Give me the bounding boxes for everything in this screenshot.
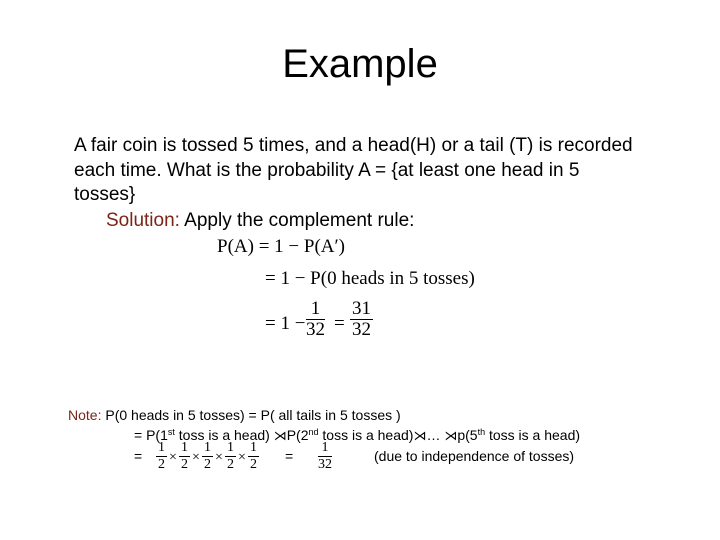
note-line-2-part: toss is a head) [318,427,414,443]
fraction-one-half [248,441,259,472]
times-sign: × [215,450,223,465]
equation-line-2: = 1 − P(0 heads in 5 tosses) [265,268,475,289]
note-line-3-equals-2: = [285,448,294,464]
solution-text: Apply the complement rule: [179,210,415,231]
note-line-3-equals-1: = [134,448,143,464]
fraction-denominator: 2 [158,456,165,472]
times-sign: × [192,450,200,465]
solution-line [106,210,414,232]
fraction-denominator: 2 [250,456,257,472]
fraction-denominator: 2 [181,456,188,472]
fraction-one-half [202,441,213,472]
fraction-one-over-32 [306,299,325,341]
fraction-one-half [225,441,236,472]
ellipsis: … [426,427,441,443]
problem-text-line-3: tosses} [74,184,136,205]
fraction-numerator: 1 [181,440,188,455]
equation-line-1: P(A) = 1 − P(A′) [217,236,345,257]
multiply-icon: ⋊ [273,428,287,443]
note-line-1 [68,407,401,423]
fraction-numerator: 1 [158,440,165,455]
note-label: Note: [68,407,102,423]
fraction-one-over-32-result [318,441,332,472]
times-sign: × [238,450,246,465]
fraction-numerator: 1 [318,441,332,457]
note-line-2-part: p(5 [457,427,478,443]
note-line-2-part: toss is a head) [174,427,270,443]
note-line-2-part: toss is a head) [485,427,581,443]
fraction-denominator: 32 [306,318,325,340]
times-sign: × [169,450,177,465]
multiply-icon: ⋊ [413,428,427,443]
fraction-one-half [179,441,190,472]
note-line-2-part: = P(1 [134,427,168,443]
multiply-icon: ⋊ [444,428,458,443]
fraction-denominator: 2 [204,456,211,472]
ordinal-suffix: st [167,427,175,437]
note-line-1-text: P(0 heads in 5 tosses) = P( all tails in 5 tosses ) [101,407,401,423]
fraction-numerator: 1 [250,440,257,455]
ordinal-suffix: th [477,427,486,437]
fraction-one-half [156,441,167,472]
solution-label: Solution: [106,210,180,231]
fraction-denominator: 32 [352,318,371,340]
equation-line-3-equals: = [334,313,345,334]
fraction-31-over-32 [350,299,373,341]
independence-reason: (due to independence of tosses) [374,448,575,464]
note-line-2-part: P(2 [286,427,309,443]
equation-line-3-prefix: = 1 − [265,313,306,334]
fraction-numerator: 1 [204,440,211,455]
problem-text-line-1: A fair coin is tossed 5 times, and a head(H) or a tail (T) is recorded [74,135,633,156]
fraction-numerator: 31 [352,298,371,319]
note-line-2 [134,427,580,444]
fraction-numerator: 1 [306,299,325,320]
ordinal-suffix: nd [308,427,319,437]
problem-text-line-2: each time. What is the probability A = {at least one head in 5 [74,160,580,181]
slide-title: Example [282,42,438,86]
fraction-denominator: 32 [318,456,332,472]
fraction-numerator: 1 [227,440,234,455]
fraction-denominator: 2 [227,456,234,472]
